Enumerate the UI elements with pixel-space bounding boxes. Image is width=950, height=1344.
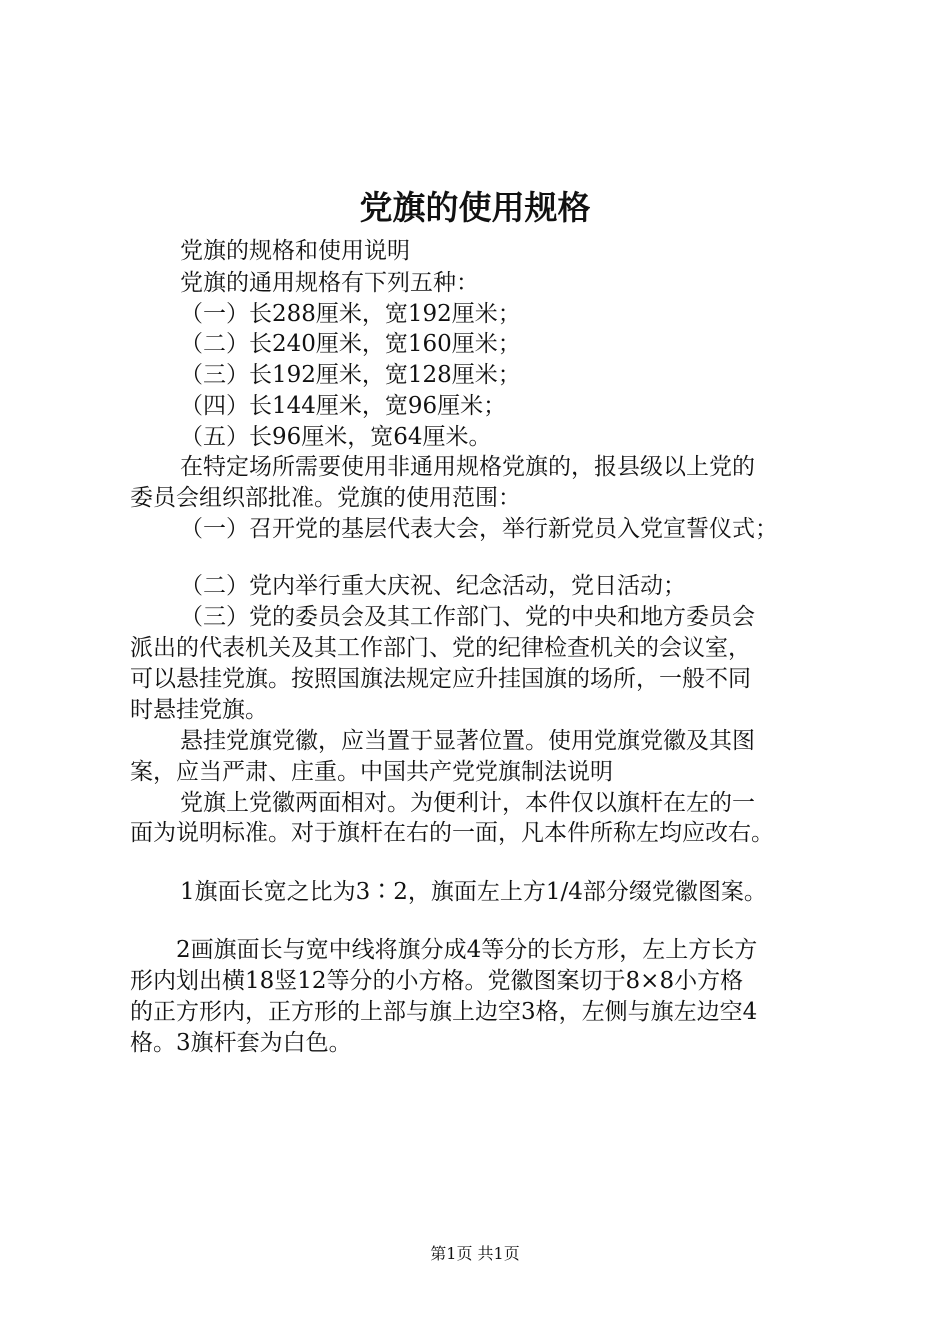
body-line: 面为说明标准。对于旗杆在右的一面，凡本件所称左均应改右。 (130, 820, 774, 846)
body-line: 时悬挂党旗。 (130, 697, 268, 723)
body-line: （二）党内举行重大庆祝、纪念活动，党日活动； (180, 573, 686, 599)
body-line: 2画旗面长与宽中线将旗分成4等分的长方形，左上方长方 (176, 937, 758, 963)
body-line: （一）长288厘米，宽192厘米； (180, 301, 521, 327)
page-number-footer: 第1页 共1页 (430, 1244, 520, 1263)
body-line: 悬挂党旗党徽，应当置于显著位置。使用党旗党徽及其图 (180, 728, 755, 754)
body-line: （三）党的委员会及其工作部门、党的中央和地方委员会 (180, 604, 755, 630)
body-line: 案，应当严肃、庄重。中国共产党党旗制法说明 (130, 759, 613, 785)
body-line: （三）长192厘米，宽128厘米； (180, 362, 521, 388)
body-line: 党旗的规格和使用说明 (180, 238, 410, 264)
document-title: 党旗的使用规格 (359, 188, 591, 227)
body-line: （一）召开党的基层代表大会，举行新党员入党宣誓仪式； (180, 516, 778, 542)
body-line: 格。3旗杆套为白色。 (130, 1030, 352, 1056)
body-line: （五）长96厘米，宽64厘米。 (180, 424, 492, 450)
body-line: 委员会组织部批准。党旗的使用范围： (130, 485, 521, 511)
body-line: （二）长240厘米，宽160厘米； (180, 331, 521, 357)
body-line: 1旗面长宽之比为3∶2，旗面左上方1/4部分缀党徽图案。 (180, 879, 767, 905)
body-line: （四）长144厘米，宽96厘米； (180, 393, 507, 419)
body-line: 党旗的通用规格有下列五种： (180, 270, 479, 296)
body-line: 的正方形内，正方形的上部与旗上边空3格，左侧与旗左边空4 (130, 999, 758, 1025)
body-line: 党旗上党徽两面相对。为便利计，本件仅以旗杆在左的一 (180, 790, 755, 816)
body-line: 在特定场所需要使用非通用规格党旗的，报县级以上党的 (180, 454, 755, 480)
body-line: 形内划出横18竖12等分的小方格。党徽图案切于8×8小方格 (130, 968, 744, 994)
body-line: 可以悬挂党旗。按照国旗法规定应升挂国旗的场所，一般不同 (130, 666, 751, 692)
body-line: 派出的代表机关及其工作部门、党的纪律检查机关的会议室， (130, 635, 751, 661)
